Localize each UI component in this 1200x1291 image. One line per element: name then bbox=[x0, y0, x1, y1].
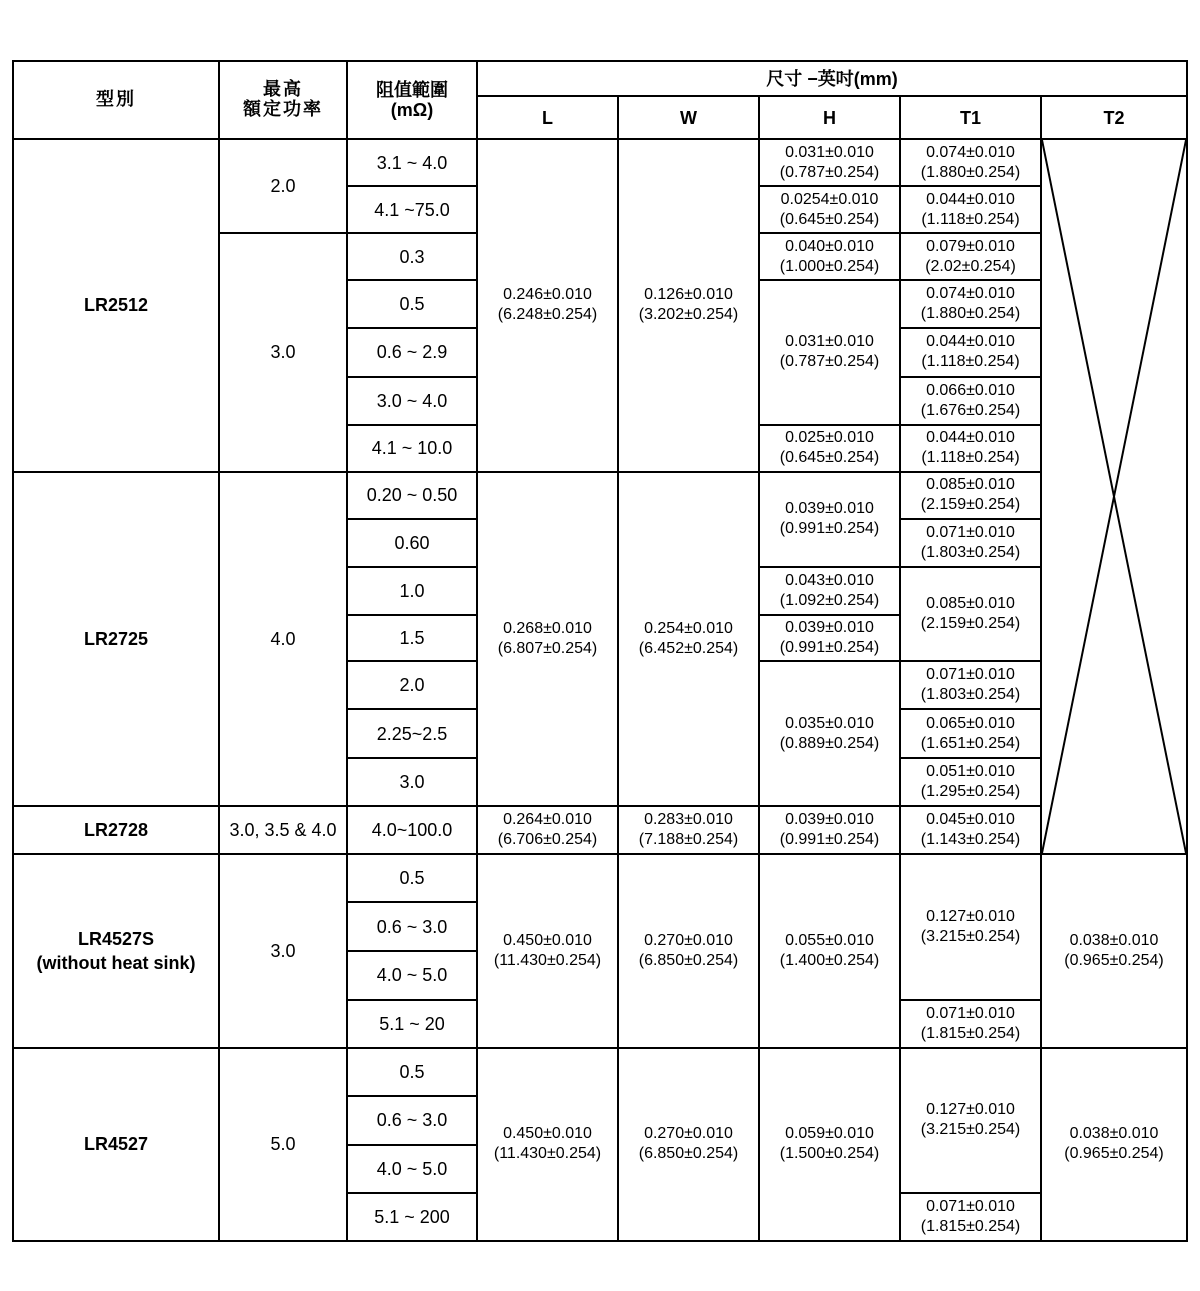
resistance-cell: 0.3 bbox=[347, 233, 477, 280]
dim-mm: (1.803±0.254) bbox=[920, 543, 1021, 561]
power-cell: 2.0 bbox=[219, 139, 347, 233]
dim-inch: 0.038±0.010 bbox=[1069, 1125, 1159, 1143]
model-name: LR4527S bbox=[77, 928, 155, 949]
dim-inch: 0.283±0.010 bbox=[644, 811, 733, 829]
dim-mm: (0.965±0.254) bbox=[1064, 1145, 1164, 1163]
dim-t1-cell bbox=[900, 425, 1041, 472]
dim-mm: (2.159±0.254) bbox=[920, 496, 1021, 514]
power-cell: 5.0 bbox=[219, 1048, 347, 1241]
model-lr2725: LR2725 bbox=[13, 472, 219, 807]
power-cell: 3.0 bbox=[219, 854, 347, 1047]
dim-mm: (6.850±0.254) bbox=[638, 951, 739, 969]
dim-h-cell bbox=[759, 806, 900, 854]
dim-inch: 0.270±0.010 bbox=[644, 931, 733, 949]
dim-inch: 0.038±0.010 bbox=[1069, 931, 1159, 949]
header-col-l: L bbox=[477, 96, 618, 139]
dim-inch: 0.071±0.010 bbox=[926, 665, 1015, 683]
power-cell: 4.0 bbox=[219, 472, 347, 807]
resistance-cell: 0.6 ~ 2.9 bbox=[347, 328, 477, 376]
dim-inch: 0.031±0.010 bbox=[785, 333, 874, 351]
dim-t1-cell bbox=[900, 806, 1041, 854]
dim-inch: 0.066±0.010 bbox=[926, 381, 1015, 399]
dim-inch: 0.079±0.010 bbox=[926, 237, 1015, 255]
dim-mm: (1.880±0.254) bbox=[920, 163, 1021, 181]
resistance-cell: 3.0 bbox=[347, 758, 477, 806]
dim-w-cell bbox=[618, 139, 759, 472]
dim-mm: (0.645±0.254) bbox=[779, 210, 880, 228]
dim-h-cell bbox=[759, 139, 900, 186]
table-row bbox=[13, 139, 1187, 186]
dim-mm: (6.850±0.254) bbox=[638, 1145, 739, 1163]
resistance-cell: 1.0 bbox=[347, 567, 477, 615]
resistance-cell: 2.25~2.5 bbox=[347, 709, 477, 758]
dim-mm: (1.092±0.254) bbox=[779, 591, 880, 609]
dim-inch: 0.264±0.010 bbox=[503, 811, 592, 829]
dim-inch: 0.126±0.010 bbox=[644, 286, 733, 304]
dim-inch: 0.450±0.010 bbox=[503, 931, 592, 949]
dim-inch: 0.074±0.010 bbox=[926, 143, 1015, 161]
resistor-spec-table bbox=[12, 60, 1188, 1242]
dim-h-cell bbox=[759, 280, 900, 424]
dim-t2-cell bbox=[1041, 1048, 1187, 1241]
table-row bbox=[13, 1048, 1187, 1096]
dim-mm: (0.991±0.254) bbox=[779, 831, 880, 849]
dim-mm: (1.143±0.254) bbox=[920, 831, 1021, 849]
dim-h-cell bbox=[759, 1048, 900, 1241]
resistance-cell: 1.5 bbox=[347, 615, 477, 661]
header-power-line1: 最高 bbox=[263, 79, 303, 101]
header-power-line2: 額定功率 bbox=[243, 99, 323, 121]
dim-t1-cell bbox=[900, 139, 1041, 186]
dim-t1-cell bbox=[900, 1000, 1041, 1048]
dim-mm: (3.202±0.254) bbox=[638, 306, 739, 324]
dim-t1-cell bbox=[900, 186, 1041, 233]
dim-t1-cell bbox=[900, 567, 1041, 661]
dim-inch: 0.071±0.010 bbox=[926, 1197, 1015, 1215]
dim-t1-cell bbox=[900, 519, 1041, 567]
dim-t1-cell bbox=[900, 661, 1041, 709]
dim-inch: 0.270±0.010 bbox=[644, 1125, 733, 1143]
resistance-cell: 0.5 bbox=[347, 854, 477, 902]
dim-mm: (1.676±0.254) bbox=[920, 401, 1021, 419]
dim-inch: 0.127±0.010 bbox=[926, 1101, 1015, 1119]
dim-mm: (1.118±0.254) bbox=[921, 449, 1020, 467]
dim-h-cell bbox=[759, 615, 900, 661]
dim-mm: (1.803±0.254) bbox=[920, 685, 1021, 703]
dim-w-cell bbox=[618, 806, 759, 854]
dim-inch: 0.450±0.010 bbox=[503, 1125, 592, 1143]
dim-mm: (1.880±0.254) bbox=[920, 305, 1021, 323]
dim-t1-cell bbox=[900, 472, 1041, 519]
spec-table-container bbox=[12, 60, 1186, 1242]
header-resistance-line1: 阻值範圍 bbox=[376, 80, 448, 101]
power-cell: 3.0, 3.5 & 4.0 bbox=[219, 806, 347, 854]
dim-mm: (1.295±0.254) bbox=[920, 783, 1021, 801]
dim-t1-cell bbox=[900, 328, 1041, 376]
dim-mm: (0.965±0.254) bbox=[1064, 951, 1164, 969]
header-row-1 bbox=[13, 61, 1187, 96]
dim-h-cell bbox=[759, 854, 900, 1047]
dim-mm: (1.815±0.254) bbox=[920, 1024, 1021, 1042]
dim-t1-cell bbox=[900, 1048, 1041, 1193]
dim-w-cell bbox=[618, 472, 759, 807]
dim-t2-cell bbox=[1041, 854, 1187, 1047]
model-lr2512: LR2512 bbox=[13, 139, 219, 472]
header-col-t2: T2 bbox=[1041, 96, 1187, 139]
table-row bbox=[13, 806, 1187, 854]
header-col-w: W bbox=[618, 96, 759, 139]
dim-mm: (0.991±0.254) bbox=[779, 520, 880, 538]
dim-t1-cell bbox=[900, 854, 1041, 999]
power-cell: 3.0 bbox=[219, 233, 347, 471]
dim-inch: 0.0254±0.010 bbox=[780, 190, 879, 208]
dim-mm: (1.651±0.254) bbox=[920, 734, 1021, 752]
dim-mm: (1.118±0.254) bbox=[921, 210, 1020, 228]
resistance-cell: 0.5 bbox=[347, 280, 477, 328]
dim-inch: 0.045±0.010 bbox=[926, 811, 1015, 829]
dim-l-cell bbox=[477, 806, 618, 854]
dim-inch: 0.071±0.010 bbox=[926, 523, 1015, 541]
dim-l-cell bbox=[477, 1048, 618, 1241]
resistance-cell: 5.1 ~ 200 bbox=[347, 1193, 477, 1241]
resistance-cell: 0.5 bbox=[347, 1048, 477, 1096]
dim-mm: (6.807±0.254) bbox=[497, 639, 598, 657]
resistance-cell: 0.20 ~ 0.50 bbox=[347, 472, 477, 519]
model-lr4527s bbox=[13, 854, 219, 1047]
dim-h-cell bbox=[759, 425, 900, 472]
dim-inch: 0.246±0.010 bbox=[503, 286, 592, 304]
dim-mm: (0.889±0.254) bbox=[779, 734, 880, 752]
table-row bbox=[13, 472, 1187, 519]
dim-inch: 0.043±0.010 bbox=[785, 571, 874, 589]
dim-t1-cell bbox=[900, 233, 1041, 280]
dim-inch: 0.039±0.010 bbox=[785, 500, 874, 518]
resistance-cell: 3.0 ~ 4.0 bbox=[347, 377, 477, 425]
dim-inch: 0.055±0.010 bbox=[785, 931, 874, 949]
model-lr2728: LR2728 bbox=[13, 806, 219, 854]
dim-inch: 0.035±0.010 bbox=[785, 714, 874, 732]
resistance-cell: 2.0 bbox=[347, 661, 477, 709]
dim-inch: 0.065±0.010 bbox=[926, 714, 1015, 732]
dim-mm: (2.159±0.254) bbox=[920, 614, 1021, 632]
header-resistance-line2: (mΩ) bbox=[390, 100, 434, 121]
resistance-cell: 0.6 ~ 3.0 bbox=[347, 902, 477, 951]
dim-mm: (1.000±0.254) bbox=[779, 257, 880, 275]
dim-inch: 0.071±0.010 bbox=[926, 1004, 1015, 1022]
dim-h-cell bbox=[759, 186, 900, 233]
header-model: 型別 bbox=[13, 61, 219, 139]
dim-mm: (6.706±0.254) bbox=[497, 831, 598, 849]
dim-inch: 0.085±0.010 bbox=[926, 594, 1015, 612]
dim-mm: (7.188±0.254) bbox=[638, 831, 739, 849]
dim-h-cell bbox=[759, 472, 900, 567]
dim-l-cell bbox=[477, 139, 618, 472]
dim-mm: (6.248±0.254) bbox=[497, 306, 598, 324]
dim-mm: (0.645±0.254) bbox=[779, 449, 880, 467]
dim-inch: 0.085±0.010 bbox=[926, 476, 1015, 494]
header-col-t1: T1 bbox=[900, 96, 1041, 139]
dim-inch: 0.040±0.010 bbox=[785, 237, 874, 255]
dim-t1-cell bbox=[900, 1193, 1041, 1241]
dim-mm: (1.500±0.254) bbox=[779, 1145, 880, 1163]
dim-mm: (0.787±0.254) bbox=[779, 353, 880, 371]
dim-h-cell bbox=[759, 567, 900, 615]
dim-inch: 0.039±0.010 bbox=[785, 618, 874, 636]
dim-t1-cell bbox=[900, 280, 1041, 328]
resistance-cell: 4.1 ~75.0 bbox=[347, 186, 477, 233]
dim-mm: (0.787±0.254) bbox=[779, 163, 880, 181]
dim-inch: 0.268±0.010 bbox=[503, 619, 592, 637]
dim-inch: 0.039±0.010 bbox=[785, 811, 874, 829]
dim-inch: 0.025±0.010 bbox=[785, 429, 874, 447]
dim-inch: 0.051±0.010 bbox=[926, 763, 1015, 781]
dim-h-cell bbox=[759, 233, 900, 280]
dim-mm: (1.400±0.254) bbox=[779, 951, 880, 969]
model-lr4527: LR4527 bbox=[13, 1048, 219, 1241]
header-col-h: H bbox=[759, 96, 900, 139]
dim-inch: 0.031±0.010 bbox=[785, 143, 874, 161]
dim-w-cell bbox=[618, 854, 759, 1047]
dim-inch: 0.059±0.010 bbox=[785, 1125, 874, 1143]
header-power bbox=[219, 61, 347, 139]
dim-t1-cell bbox=[900, 709, 1041, 758]
resistance-cell: 5.1 ~ 20 bbox=[347, 1000, 477, 1048]
dim-mm: (1.118±0.254) bbox=[921, 353, 1020, 371]
model-note: (without heat sink) bbox=[36, 952, 196, 973]
resistance-cell: 4.0 ~ 5.0 bbox=[347, 1145, 477, 1193]
dim-t1-cell bbox=[900, 377, 1041, 425]
resistance-cell: 0.60 bbox=[347, 519, 477, 567]
dim-h-cell bbox=[759, 661, 900, 806]
dim-inch: 0.044±0.010 bbox=[926, 429, 1015, 447]
header-resistance bbox=[347, 61, 477, 139]
dim-inch: 0.074±0.010 bbox=[926, 285, 1015, 303]
dim-l-cell bbox=[477, 472, 618, 807]
dim-mm: (0.991±0.254) bbox=[779, 638, 880, 656]
dim-mm: (11.430±0.254) bbox=[493, 1145, 602, 1163]
dim-mm: (2.02±0.254) bbox=[925, 257, 1016, 275]
resistance-cell: 4.0 ~ 5.0 bbox=[347, 951, 477, 999]
dim-mm: (11.430±0.254) bbox=[493, 951, 602, 969]
dim-mm: (3.215±0.254) bbox=[920, 1121, 1021, 1139]
dim-inch: 0.127±0.010 bbox=[926, 907, 1015, 925]
dim-inch: 0.254±0.010 bbox=[644, 619, 733, 637]
dim-inch: 0.044±0.010 bbox=[926, 333, 1015, 351]
dim-w-cell bbox=[618, 1048, 759, 1241]
dim-t1-cell bbox=[900, 758, 1041, 806]
t2-not-applicable-cross bbox=[1041, 139, 1187, 854]
resistance-cell: 4.1 ~ 10.0 bbox=[347, 425, 477, 472]
dim-mm: (3.215±0.254) bbox=[920, 927, 1021, 945]
resistance-cell: 4.0~100.0 bbox=[347, 806, 477, 854]
resistance-cell: 3.1 ~ 4.0 bbox=[347, 139, 477, 186]
dim-mm: (6.452±0.254) bbox=[638, 639, 739, 657]
dim-mm: (1.815±0.254) bbox=[920, 1217, 1021, 1235]
cross-mark bbox=[1042, 140, 1186, 853]
dim-l-cell bbox=[477, 854, 618, 1047]
dim-inch: 0.044±0.010 bbox=[926, 190, 1015, 208]
header-dimensions: 尺寸 −英吋(mm) bbox=[477, 61, 1187, 96]
table-row bbox=[13, 854, 1187, 902]
resistance-cell: 0.6 ~ 3.0 bbox=[347, 1096, 477, 1145]
